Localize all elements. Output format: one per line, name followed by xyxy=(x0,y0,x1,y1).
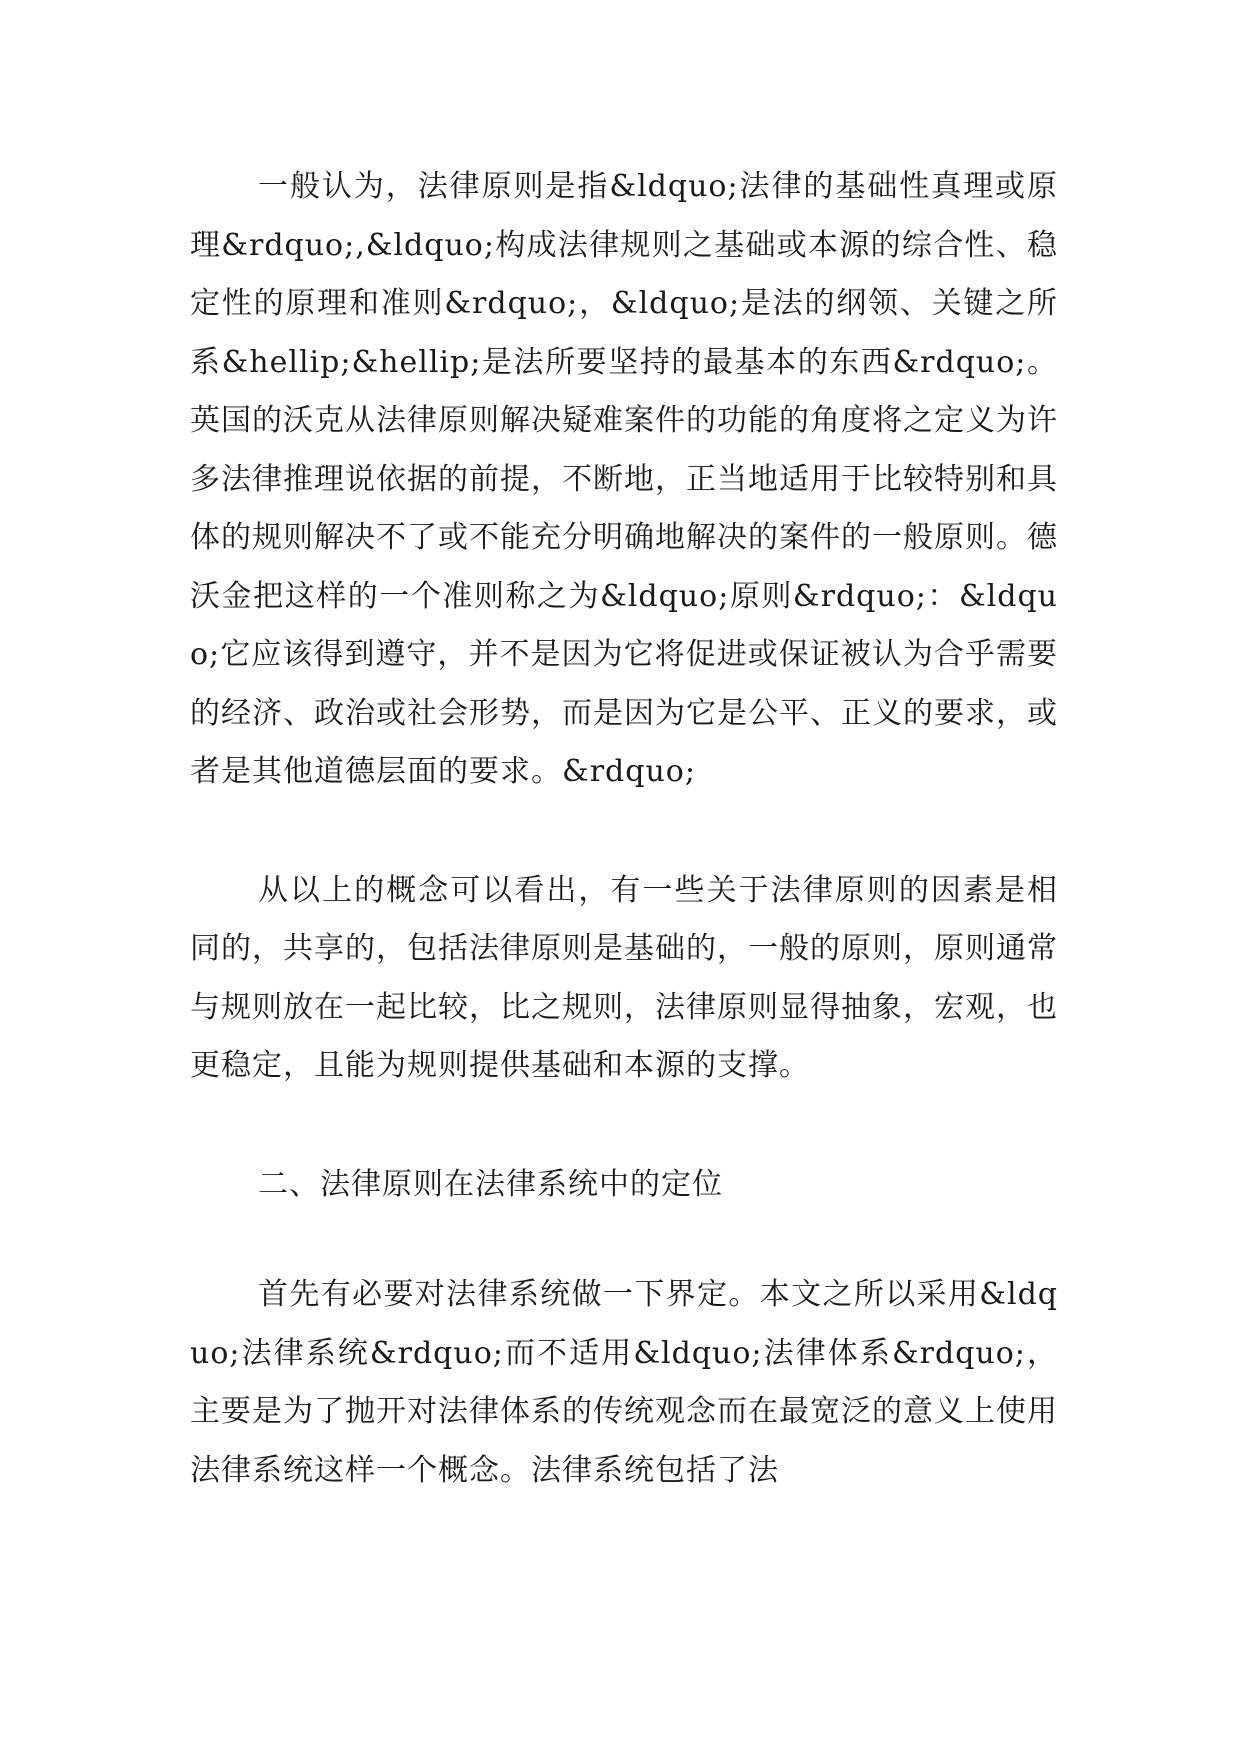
document-body xyxy=(190,158,1058,1500)
paragraph-concept-summary: 从以上的概念可以看出，有一些关于法律原则的因素是相同的，共享的，包括法律原则是基础的，一般的原则，原则通常与规则放在一起比较，比之规则，法律原则显得抽象，宏观，也更稳定，且能为规则提供基础和本源的支撑。 xyxy=(190,872,1058,1083)
paragraph-legal-system-definition: 首先有必要对法律系统做一下界定。本文之所以采用&ldquo;法律系统&rdquo;而不适用&ldquo;法律体系&rdquo;，主要是为了抛开对法律体系的传统观念而在最宽泛的意义上使用法律系统这样一个概念。法律系统包括了法 xyxy=(190,1277,1058,1488)
paragraph-legal-principle-definition: 一般认为，法律原则是指&ldquo;法律的基础性真理或原理&rdquo;,&ldquo;构成法律规则之基础或本源的综合性、稳定性的原理和准则&rdquo;，&ldquo;是法的纲领、关键之所系&hellip;&hellip;是法所要坚持的最基本的东西&rdquo;。英国的沃克从法律原则解决疑难案件的功能的角度将之定义为许多法律推理说依据的前提，不断地，正当地适用于比较特别和具体的规则解决不了或不能充分明确地解决的案件的一般原则。德沃金把这样的一个准则称之为&ldquo;原则&rdquo;：&ldquo;它应该得到遵守，并不是因为它将促进或保证被认为合乎需要的经济、政治或社会形势，而是因为它是公平、正义的要求，或者是其他道德层面的要求。&rdquo; xyxy=(190,169,1058,789)
section-heading: 二、法律原则在法律系统中的定位 xyxy=(258,1166,723,1202)
